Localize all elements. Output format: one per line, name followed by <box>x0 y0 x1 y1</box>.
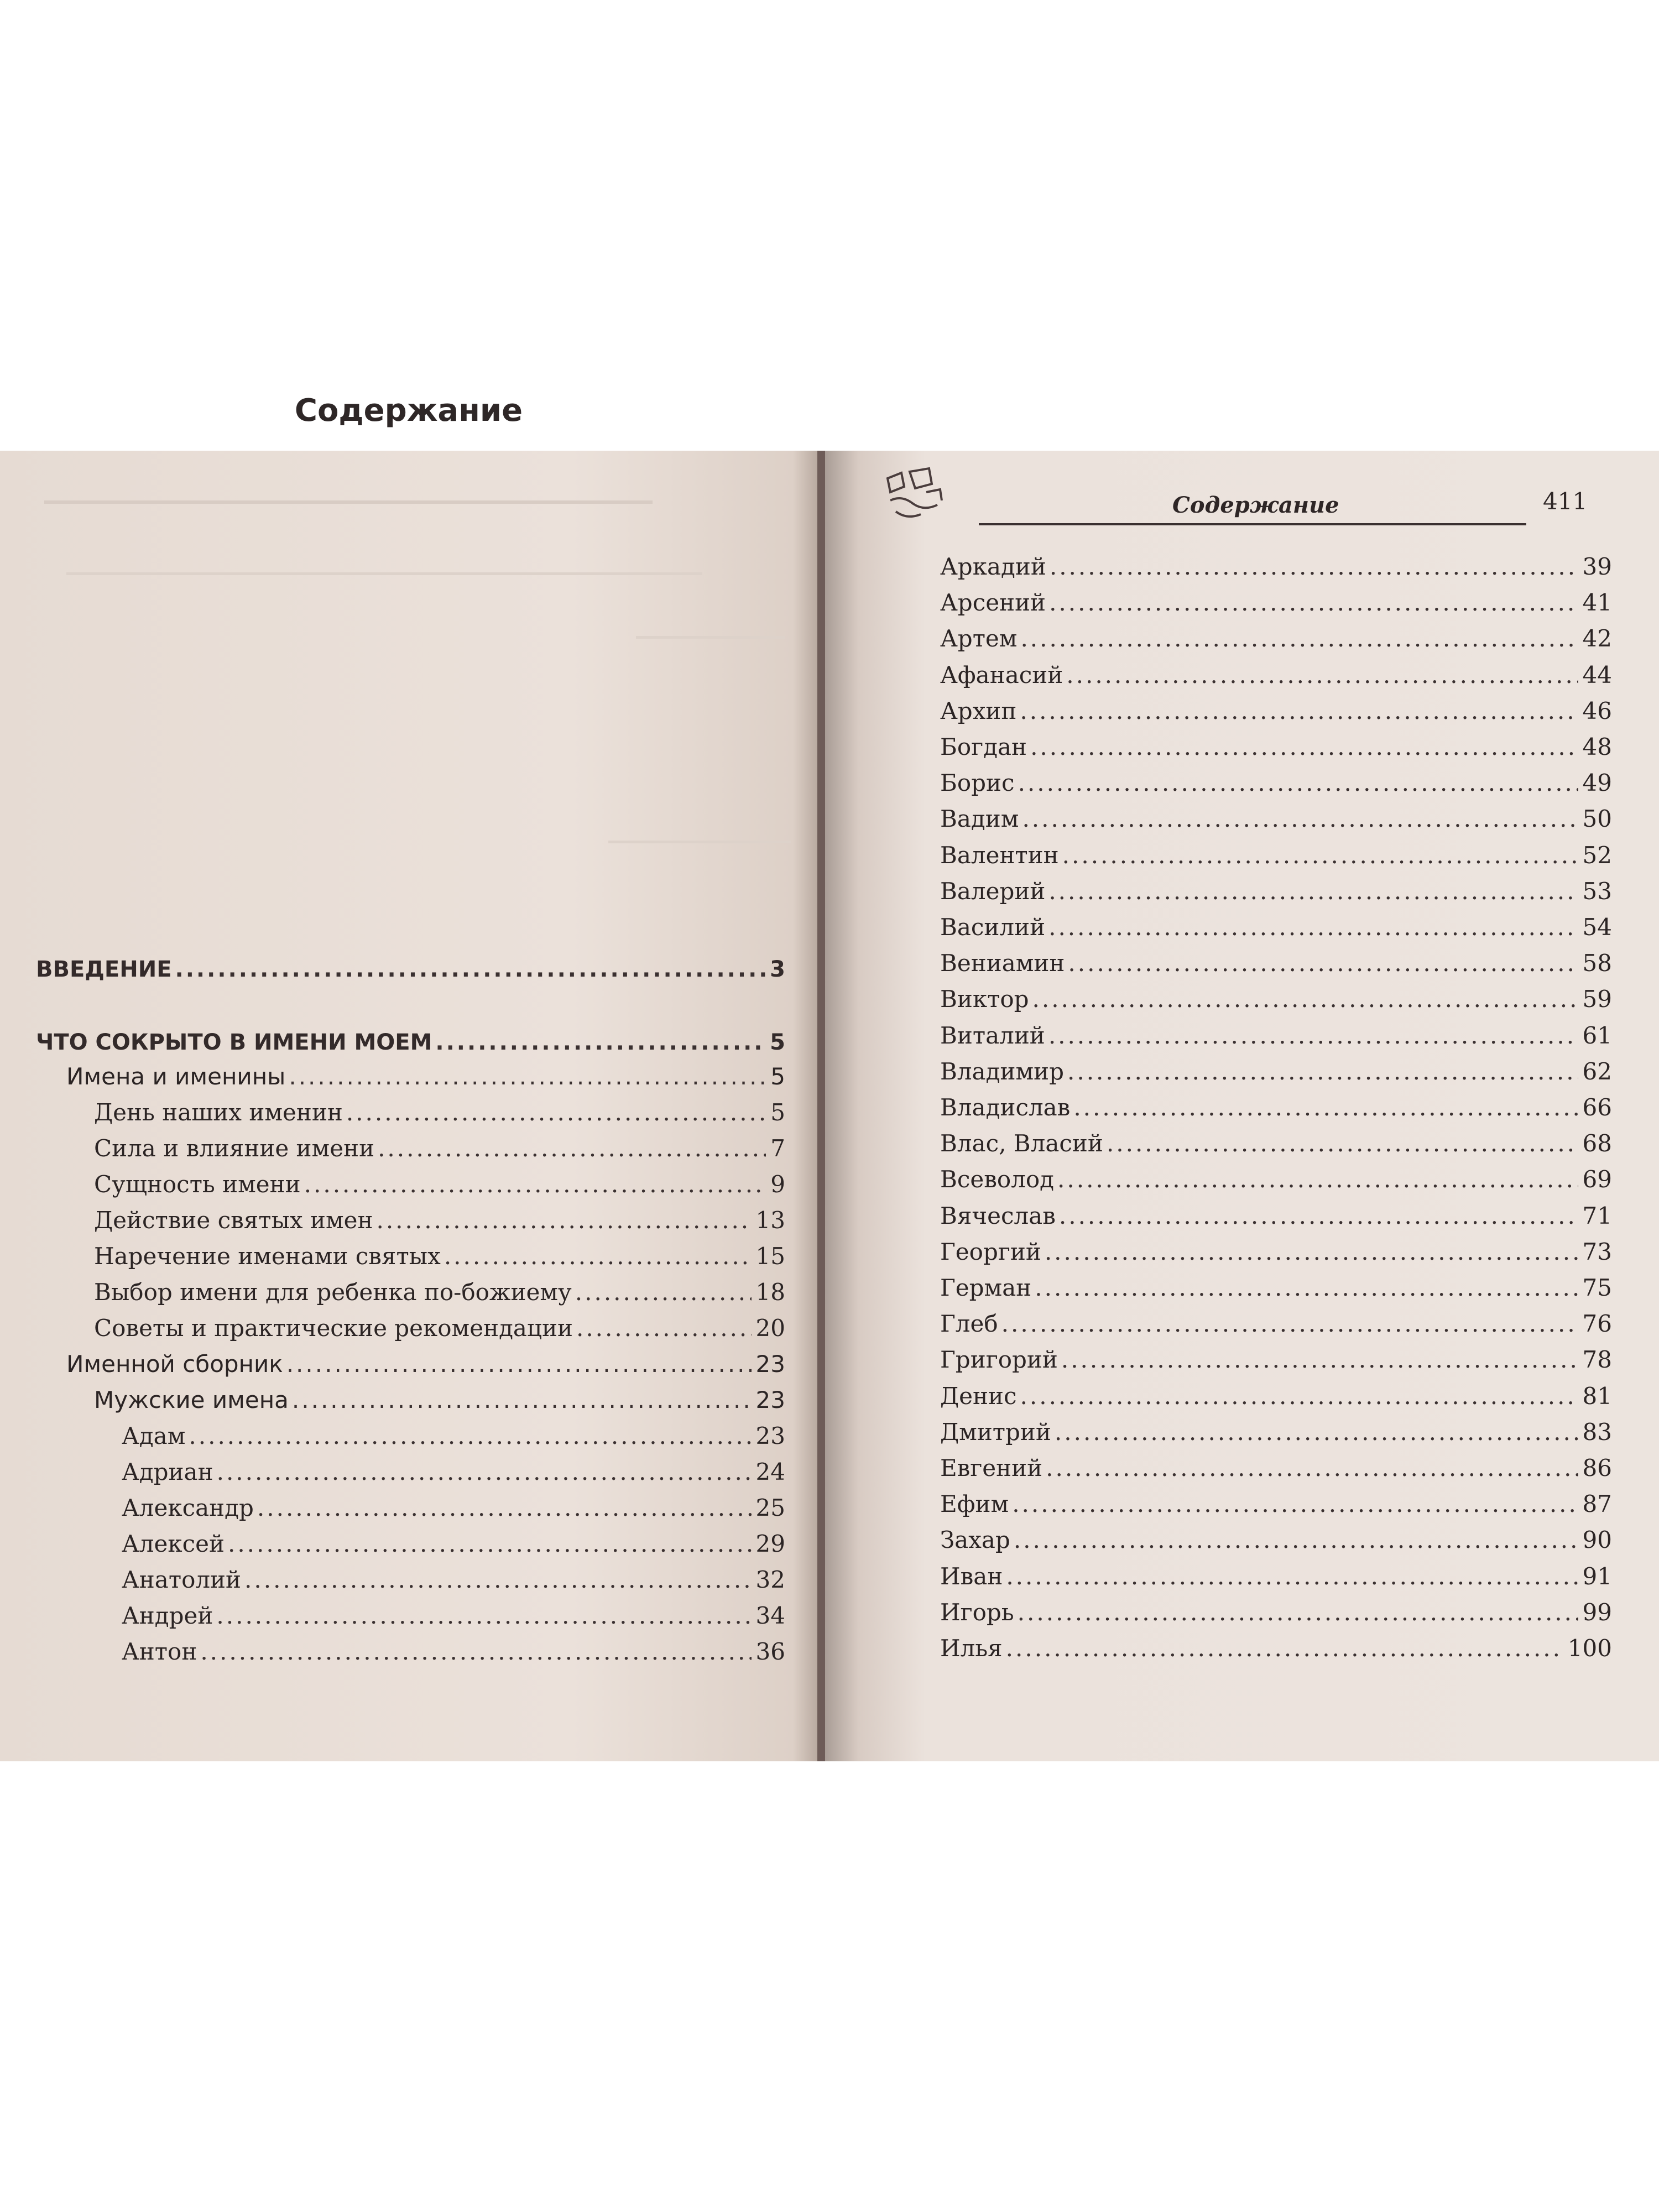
toc-leader-dots <box>1006 1635 1563 1662</box>
toc-leader-dots <box>1045 1238 1578 1265</box>
toc-entry-label: Адриан <box>122 1458 213 1485</box>
toc-entry-label: Евгений <box>940 1454 1043 1481</box>
toc-entry-page: 41 <box>1582 589 1612 617</box>
toc-entry-page: 23 <box>755 1350 785 1378</box>
toc-entry-page: 9 <box>770 1171 785 1198</box>
toc-entry-label: Василий <box>940 914 1046 941</box>
toc-entry-page: 59 <box>1582 985 1612 1013</box>
toc-leader-dots <box>304 1171 766 1198</box>
toc-leader-dots <box>228 1530 752 1557</box>
toc-entry <box>36 1030 785 1066</box>
toc-entry <box>36 957 785 993</box>
toc-leader-dots <box>1035 1274 1578 1301</box>
toc-entry-page: 49 <box>1582 769 1612 797</box>
toc-entry-label: Мужские имена <box>94 1386 289 1413</box>
toc-entry-page: 69 <box>1582 1166 1612 1193</box>
toc-entry <box>94 1207 785 1243</box>
toc-entry-label: Выбор имени для ребенка по-божиему <box>94 1279 572 1306</box>
toc-leader-dots <box>1018 1599 1578 1626</box>
toc-leader-dots <box>1066 661 1578 688</box>
toc-entry-label: Имена и именины <box>66 1063 286 1090</box>
toc-entry-page: 83 <box>1582 1418 1612 1446</box>
toc-entry-label: Архип <box>940 697 1017 724</box>
toc-entry-label: Афанасий <box>940 661 1063 688</box>
toc-entry <box>940 985 1612 1022</box>
toc-entry <box>940 1310 1612 1347</box>
toc-entry-page: 23 <box>755 1386 785 1413</box>
toc-leader-dots <box>1107 1130 1578 1157</box>
toc-entry-page: 71 <box>1582 1202 1612 1229</box>
toc-entry-label: Действие святых имен <box>94 1207 373 1234</box>
toc-leader-dots <box>1012 1490 1578 1517</box>
toc-entry-label: Денис <box>940 1382 1017 1410</box>
toc-entry <box>122 1494 785 1531</box>
toc-entry <box>122 1458 785 1495</box>
toc-entry <box>94 1099 785 1135</box>
toc-entry <box>66 1350 785 1387</box>
toc-entry <box>66 1063 785 1099</box>
toc-entry-page: 25 <box>755 1494 785 1521</box>
toc-leader-dots <box>1001 1310 1578 1337</box>
toc-entry-label: Валерий <box>940 877 1046 905</box>
toc-entry-label: Владимир <box>940 1057 1064 1085</box>
toc-leader-dots <box>1067 1058 1578 1085</box>
toc-entry-page: 91 <box>1582 1562 1612 1590</box>
toc-entry-label: Антон <box>122 1638 197 1665</box>
toc-entry-page: 39 <box>1582 553 1612 580</box>
toc-leader-dots <box>1073 1094 1578 1121</box>
toc-entry <box>940 589 1612 625</box>
toc-entry <box>94 1171 785 1207</box>
toc-entry <box>940 878 1612 914</box>
toc-entry-page: 52 <box>1582 841 1612 869</box>
toc-leader-dots <box>1006 1563 1578 1590</box>
toc-entry-page: 78 <box>1582 1346 1612 1374</box>
toc-entry-label: Григорий <box>940 1346 1058 1374</box>
toc-entry-label: Владислав <box>940 1094 1071 1121</box>
toc-entry <box>940 1238 1612 1275</box>
toc-entry-label: Георгий <box>940 1238 1041 1265</box>
toc-entry <box>940 1022 1612 1058</box>
running-head: Содержание <box>1172 492 1339 518</box>
toc-entry <box>940 553 1612 589</box>
toc-entry <box>940 1383 1612 1419</box>
toc-entry <box>940 914 1612 950</box>
toc-entry <box>94 1314 785 1351</box>
toc-leader-dots <box>1048 914 1578 941</box>
toc-entry-label: Борис <box>940 769 1015 797</box>
toc-entry <box>940 1418 1612 1455</box>
toc-leader-dots <box>1018 769 1578 796</box>
toc-entry-label: Всеволод <box>940 1166 1055 1193</box>
toc-entry <box>122 1602 785 1639</box>
toc-entry-label: Сила и влияние имени <box>94 1135 375 1162</box>
toc-entry-page: 100 <box>1567 1635 1612 1662</box>
toc-leader-dots <box>1049 589 1578 616</box>
toc-entry-page: 50 <box>1582 805 1612 833</box>
toc-entry-label: Арсений <box>940 589 1046 617</box>
toc-entry <box>940 1166 1612 1202</box>
toc-entry <box>940 842 1612 878</box>
toc-entry-label: Вениамин <box>940 950 1065 977</box>
toc-entry-label: Иван <box>940 1562 1003 1590</box>
toc-leader-dots <box>217 1458 752 1485</box>
toc-entry-page: 5 <box>770 1063 785 1090</box>
toc-entry-page: 32 <box>755 1566 785 1593</box>
toc-leader-dots <box>1048 878 1578 905</box>
toc-entry <box>940 1094 1612 1130</box>
toc-entry-label: Александр <box>122 1494 254 1521</box>
toc-entry-label: Вячеслав <box>940 1202 1056 1229</box>
toc-leader-dots <box>435 1030 765 1055</box>
toc-entry-page: 20 <box>755 1314 785 1342</box>
page-number: 411 <box>1543 488 1588 515</box>
toc-entry-label: Анатолий <box>122 1566 242 1593</box>
toc-entry <box>940 1202 1612 1239</box>
toc-leader-dots <box>575 1279 752 1306</box>
toc-entry-page: 36 <box>755 1638 785 1665</box>
toc-entry-page: 76 <box>1582 1310 1612 1338</box>
toc-entry-page: 13 <box>755 1207 785 1234</box>
toc-entry-page: 3 <box>770 957 785 982</box>
toc-entry <box>940 1635 1612 1671</box>
toc-entry-label: Советы и практические рекомендации <box>94 1314 573 1342</box>
toc-entry-page: 29 <box>755 1530 785 1557</box>
toc-leader-dots <box>1050 553 1578 580</box>
toc-entry <box>94 1243 785 1279</box>
toc-entry-page: 86 <box>1582 1454 1612 1481</box>
toc-entry <box>940 1454 1612 1491</box>
toc-entry-page: 53 <box>1582 877 1612 905</box>
toc-entry <box>940 769 1612 806</box>
ornament-icon <box>877 462 954 528</box>
toc-entry <box>122 1422 785 1459</box>
toc-leader-dots <box>216 1602 751 1629</box>
toc-entry-page: 48 <box>1582 733 1612 760</box>
book-gutter <box>817 451 825 1761</box>
toc-entry-label: Ефим <box>940 1490 1009 1518</box>
toc-leader-dots <box>1020 625 1578 652</box>
toc-entry-page: 42 <box>1582 625 1612 653</box>
toc-leader-dots <box>346 1099 766 1126</box>
toc-leader-dots <box>1014 1526 1578 1553</box>
toc-entry <box>940 1274 1612 1311</box>
toc-entry-label: Аркадий <box>940 553 1046 580</box>
toc-entry-label: Игорь <box>940 1598 1014 1626</box>
toc-entry-label: Адам <box>122 1422 186 1449</box>
toc-entry <box>940 697 1612 734</box>
toc-entry-page: 18 <box>755 1279 785 1306</box>
toc-entry-page: 23 <box>755 1422 785 1449</box>
toc-leader-dots <box>1030 733 1578 760</box>
toc-leader-dots <box>1059 1202 1578 1229</box>
toc-entry-page: 90 <box>1582 1526 1612 1554</box>
toc-entry-label: Богдан <box>940 733 1027 760</box>
toc-entry-page: 99 <box>1582 1598 1612 1626</box>
toc-entry <box>940 1490 1612 1527</box>
toc-entry <box>940 950 1612 986</box>
toc-entry-page: 46 <box>1582 697 1612 724</box>
toc-entry-page: 24 <box>755 1458 785 1485</box>
toc-leader-dots <box>1032 985 1578 1013</box>
toc-leader-dots <box>1057 1166 1578 1193</box>
toc-entry-label: Влас, Власий <box>940 1130 1103 1157</box>
toc-entry <box>122 1638 785 1674</box>
toc-entry <box>122 1566 785 1603</box>
toc-entry-page: 81 <box>1582 1382 1612 1410</box>
toc-leader-dots <box>1046 1454 1578 1481</box>
toc-leader-dots <box>244 1566 752 1593</box>
toc-leader-dots <box>286 1350 752 1378</box>
toc-entry-label: Алексей <box>122 1530 225 1557</box>
toc-leader-dots <box>257 1494 752 1521</box>
toc-entry-page: 34 <box>755 1602 785 1629</box>
toc-entry-label: Виталий <box>940 1021 1045 1049</box>
header-rule <box>979 523 1526 525</box>
toc-entry <box>940 1058 1612 1094</box>
toc-entry <box>940 1599 1612 1635</box>
toc-leader-dots <box>1048 1022 1578 1049</box>
toc-entry-page: 68 <box>1582 1130 1612 1157</box>
toc-entry-page: 61 <box>1582 1021 1612 1049</box>
toc-entry-label: Герман <box>940 1274 1032 1301</box>
toc-entry <box>940 1563 1612 1599</box>
toc-entry-page: 66 <box>1582 1094 1612 1121</box>
toc-entry-label: Вадим <box>940 805 1019 833</box>
toc-entry-page: 7 <box>770 1135 785 1162</box>
toc-leader-dots <box>292 1386 752 1413</box>
toc-leader-dots <box>175 957 766 982</box>
toc-entry-label: Дмитрий <box>940 1418 1051 1446</box>
toc-leader-dots <box>1061 1346 1578 1373</box>
toc-entry-page: 75 <box>1582 1274 1612 1301</box>
toc-entry-label: Глеб <box>940 1310 998 1338</box>
toc-leader-dots <box>1020 1383 1578 1410</box>
toc-entry-label: Именной сборник <box>66 1350 283 1378</box>
toc-entry-label: Захар <box>940 1526 1010 1554</box>
toc-entry-page: 5 <box>770 1099 785 1126</box>
toc-leader-dots <box>1062 842 1578 869</box>
toc-leader-dots <box>576 1314 752 1342</box>
toc-entry <box>94 1135 785 1171</box>
toc-entry-page: 62 <box>1582 1057 1612 1085</box>
toc-entry <box>94 1386 785 1423</box>
toc-entry-page: 73 <box>1582 1238 1612 1265</box>
toc-entry-page: 54 <box>1582 914 1612 941</box>
toc-entry-page: 5 <box>770 1030 785 1055</box>
toc-entry <box>940 1130 1612 1166</box>
toc-entry <box>940 625 1612 661</box>
toc-title: Содержание <box>294 393 523 429</box>
toc-entry-label: Артем <box>940 625 1018 653</box>
toc-leader-dots <box>189 1422 751 1449</box>
toc-leader-dots <box>1020 697 1578 724</box>
toc-entry-page: 15 <box>755 1243 785 1270</box>
toc-leader-dots <box>376 1207 751 1234</box>
toc-entry <box>940 733 1612 770</box>
toc-entry-label: ВВЕДЕНИЕ <box>36 957 172 982</box>
toc-entry <box>94 1279 785 1315</box>
toc-leader-dots <box>289 1063 766 1090</box>
toc-entry-label: Андрей <box>122 1602 213 1629</box>
toc-entry-label: Валентин <box>940 841 1059 869</box>
toc-entry-page: 58 <box>1582 950 1612 977</box>
toc-entry <box>940 661 1612 698</box>
toc-entry-label: День наших именин <box>94 1099 343 1126</box>
toc-entry-page: 87 <box>1582 1490 1612 1518</box>
toc-entry-label: Сущность имени <box>94 1171 301 1198</box>
toc-entry <box>940 1526 1612 1563</box>
toc-entry <box>940 1346 1612 1383</box>
toc-entry-label: Илья <box>940 1635 1003 1662</box>
toc-leader-dots <box>200 1638 751 1665</box>
toc-entry-label: Наречение именами святых <box>94 1243 441 1270</box>
toc-entry-page: 44 <box>1582 661 1612 688</box>
toc-entry <box>122 1530 785 1567</box>
toc-leader-dots <box>1055 1418 1578 1446</box>
toc-entry <box>940 805 1612 842</box>
toc-entry-label: ЧТО СОКРЫТО В ИМЕНИ МОЕМ <box>36 1030 432 1055</box>
toc-leader-dots <box>1022 805 1578 832</box>
toc-leader-dots <box>444 1243 752 1270</box>
toc-leader-dots <box>1068 950 1578 977</box>
toc-entry-label: Виктор <box>940 985 1029 1013</box>
toc-leader-dots <box>378 1135 766 1162</box>
